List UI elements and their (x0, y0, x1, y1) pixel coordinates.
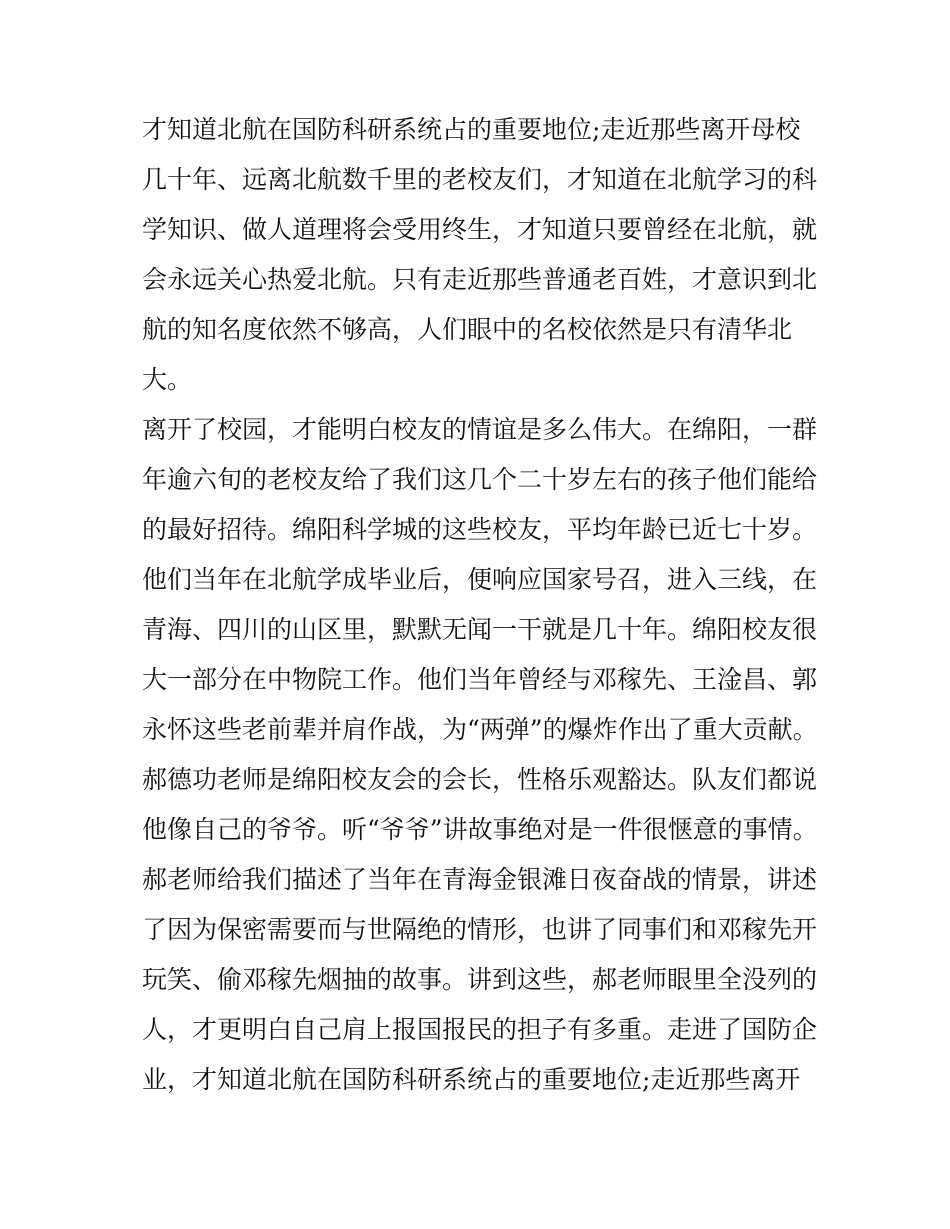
text-line: 业，才知道北航在国防科研系统占的重要地位;走近那些离开 (142, 1065, 801, 1094)
text-line: 郝老师给我们描述了当年在青海金银滩日夜奋战的情景，讲述 (142, 865, 818, 894)
text-line: 郝德功老师是绵阳校友会的会长，性格乐观豁达。队友们都说 (142, 765, 818, 794)
text-line: 他像自己的爷爷。听“爷爷”讲故事绝对是一件很惬意的事情。 (142, 815, 818, 844)
text-line: 永怀这些老前辈并肩作战，为“两弹”的爆炸作出了重大贡献。 (142, 715, 818, 744)
text-line: 大一部分在中物院工作。他们当年曾经与邓稼先、王淦昌、郭 (142, 665, 818, 694)
text-line: 玩笑、偷邓稼先烟抽的故事。讲到这些，郝老师眼里全没列的 (142, 965, 818, 994)
text-line: 青海、四川的山区里，默默无闻一干就是几十年。绵阳校友很 (142, 615, 818, 644)
text-line: 航的知名度依然不够高，人们眼中的名校依然是只有清华北 (142, 315, 793, 344)
text-line: 几十年、远离北航数千里的老校友们，才知道在北航学习的科 (142, 165, 818, 194)
text-line: 了因为保密需要而与世隔绝的情形，也讲了同事们和邓稼先开 (142, 915, 818, 944)
text-line: 的最好招待。绵阳科学城的这些校友，平均年龄已近七十岁。 (142, 515, 818, 544)
text-line: 离开了校园，才能明白校友的情谊是多么伟大。在绵阳，一群 (142, 415, 818, 444)
text-line: 会永远关心热爱北航。只有走近那些普通老百姓，才意识到北 (142, 265, 818, 294)
text-line: 才知道北航在国防科研系统占的重要地位;走近那些离开母校 (142, 115, 801, 144)
text-line: 大。 (142, 365, 193, 394)
text-line: 人，才更明白自己肩上报国报民的担子有多重。走进了国防企 (142, 1015, 818, 1044)
text-line: 年逾六旬的老校友给了我们这几个二十岁左右的孩子他们能给 (142, 465, 818, 494)
text-line: 他们当年在北航学成毕业后，便响应国家号召，进入三线，在 (142, 565, 818, 594)
text-line: 学知识、做人道理将会受用终生，才知道只要曾经在北航，就 (142, 215, 818, 244)
